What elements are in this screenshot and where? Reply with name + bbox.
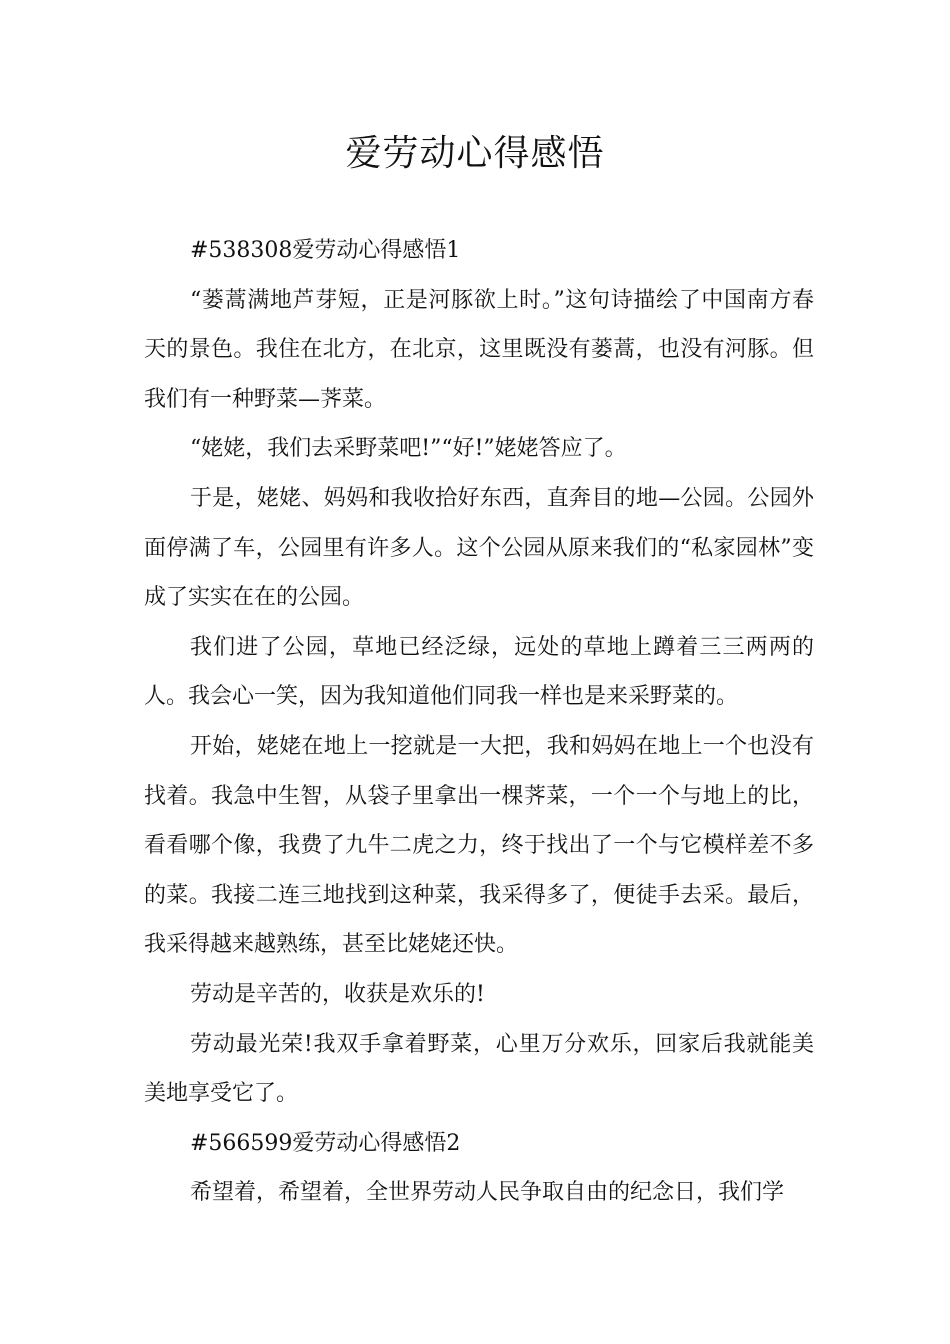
paragraph: 于是，姥姥、妈妈和我收拾好东西，直奔目的地—公园。公园外面停满了车，公园里有许多人。这个公园从原来我们的“私家园林”变成了实实在在的公园。	[144, 485, 814, 611]
document-body	[144, 226, 814, 1218]
paragraph: 劳动最光荣!我双手拿着野菜，心里万分欢乐，回家后我就能美美地享受它了。	[144, 1031, 814, 1107]
paragraph: 我们进了公园，草地已经泛绿，远处的草地上蹲着三三两两的人。我会心一笑，因为我知道他们同我一样也是来采野菜的。	[144, 634, 814, 710]
paragraph: “蒌蒿满地芦芽短，正是河豚欲上时。”这句诗描绘了中国南方春天的景色。我住在北方，在北京，这里既没有蒌蒿，也没有河豚。但我们有一种野菜—荠菜。	[144, 287, 814, 412]
paragraph: 开始，姥姥在地上一挖就是一大把，我和妈妈在地上一个也没有找着。我急中生智，从袋子里拿出一棵荠菜，一个一个与地上的比，看看哪个像，我费了九牛二虎之力，终于找出了一个与它模样差不多的菜。我接二连三地找到这种菜，我采得多了，便徒手去采。最后，我采得越来越熟练，甚至比姥姥还快。	[144, 733, 814, 958]
paragraph: “姥姥，我们去采野菜吧!”“好!”姥姥答应了。	[190, 436, 627, 462]
document-title: 爱劳动心得感悟	[345, 133, 605, 174]
paragraph: 希望着，希望着，全世界劳动人民争取自由的纪念日，我们学	[190, 1180, 785, 1206]
paragraph-heading-1: #538308爱劳动心得感悟1	[190, 238, 461, 263]
paragraph: 劳动是辛苦的，收获是欢乐的!	[190, 981, 485, 1007]
paragraph-heading-2: #566599爱劳动心得感悟2	[190, 1130, 461, 1156]
